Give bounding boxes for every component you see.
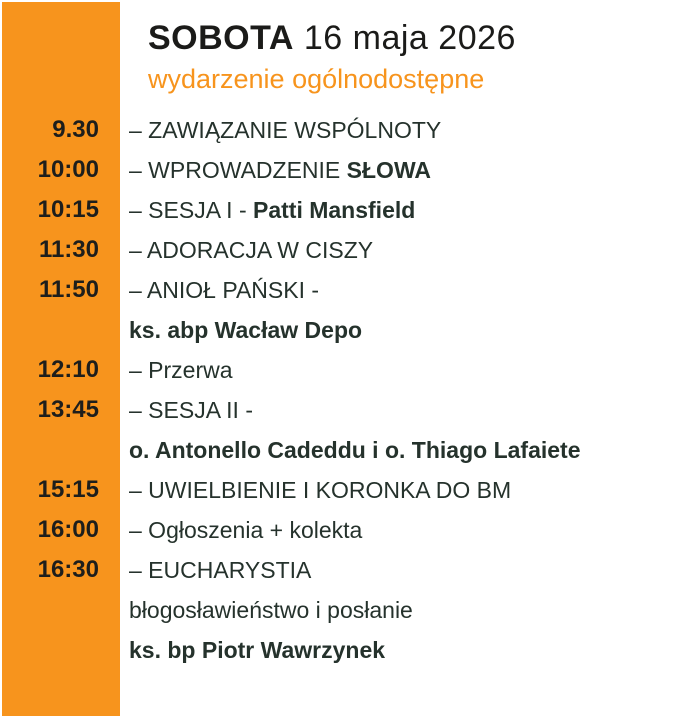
schedule-row — [0, 550, 695, 590]
schedule-item-emphasis: ks. abp Wacław Depo — [129, 316, 363, 343]
schedule-row — [0, 470, 695, 510]
schedule-row — [0, 350, 695, 390]
schedule-item-text: – Ogłoszenia + kolekta — [129, 516, 363, 543]
schedule-row — [0, 110, 695, 150]
schedule-row — [0, 510, 695, 550]
schedule-time: 9.30 — [52, 116, 99, 143]
schedule-item-text: – SESJA I - — [129, 196, 253, 223]
schedule-item-text: – EUCHARYSTIA — [129, 556, 312, 583]
schedule-list — [0, 110, 695, 670]
title-day: SOBOTA — [148, 19, 294, 57]
schedule-item — [120, 237, 373, 264]
schedule-row — [0, 230, 695, 270]
schedule-time: 10:15 — [37, 196, 99, 223]
schedule-row — [0, 190, 695, 230]
schedule-row — [0, 430, 695, 470]
schedule-time: 12:10 — [37, 356, 99, 383]
schedule-row — [0, 390, 695, 430]
schedule-time: 15:15 — [37, 476, 99, 503]
schedule-time: 10:00 — [37, 156, 99, 183]
schedule-time: 11:30 — [38, 236, 99, 263]
schedule-item-text: błogosławieństwo i posłanie — [129, 596, 413, 623]
title-date: 16 maja 2026 — [293, 19, 516, 57]
schedule-item — [120, 597, 413, 624]
schedule-item — [120, 517, 362, 544]
schedule-row — [0, 150, 695, 190]
schedule-item-text: – UWIELBIENIE I KORONKA DO BM — [129, 476, 512, 503]
schedule-item — [120, 637, 385, 664]
schedule-item — [120, 157, 431, 184]
header — [148, 16, 516, 95]
schedule-row — [0, 310, 695, 350]
schedule-item — [120, 357, 233, 384]
schedule-row — [0, 630, 695, 670]
schedule-item-emphasis: o. Antonello Cadeddu i o. Thiago Lafaiete — [129, 436, 581, 463]
schedule-item-text: – ANIOŁ PAŃSKI - — [129, 276, 320, 303]
schedule-time: 13:45 — [37, 396, 99, 423]
schedule-item-text: – WPROWADZENIE — [129, 156, 347, 183]
schedule-item — [120, 557, 311, 584]
schedule-item — [120, 117, 441, 144]
schedule-item-emphasis: ks. bp Piotr Wawrzynek — [129, 636, 386, 663]
schedule-row — [0, 270, 695, 310]
page-title — [148, 16, 516, 60]
schedule-item-emphasis: Patti Mansfield — [253, 196, 416, 223]
schedule-item-text: – ZAWIĄZANIE WSPÓLNOTY — [129, 116, 442, 143]
schedule-row — [0, 590, 695, 630]
schedule-item-text: – Przerwa — [129, 356, 233, 383]
schedule-item — [120, 477, 511, 504]
event-subtitle: wydarzenie ogólnodostępne — [148, 64, 485, 94]
schedule-item — [120, 397, 253, 424]
schedule-item — [120, 437, 581, 464]
schedule-item — [120, 197, 415, 224]
schedule-item-text: – SESJA II - — [129, 396, 253, 423]
schedule-item — [120, 317, 362, 344]
schedule-item-emphasis: SŁOWA — [346, 156, 432, 183]
schedule-item — [120, 277, 319, 304]
schedule-item-text: – ADORACJA W CISZY — [129, 236, 374, 263]
schedule-time: 16:00 — [37, 516, 99, 543]
schedule-time: 11:50 — [38, 276, 99, 303]
schedule-time: 16:30 — [37, 556, 99, 583]
